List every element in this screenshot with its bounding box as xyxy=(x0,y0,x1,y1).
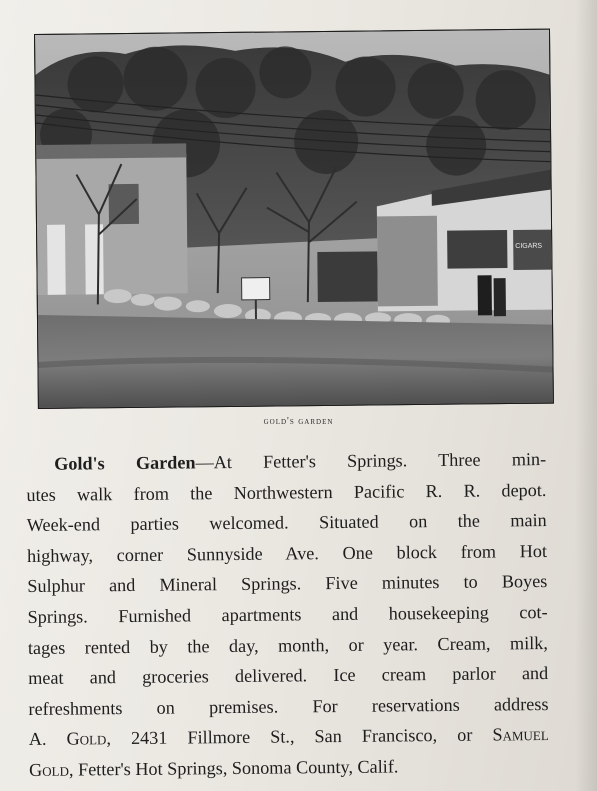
text-line-7: tages rented by the day, month, or year. Cream, milk, xyxy=(27,632,548,658)
text-line-10: A. Gold, 2431 Fillmore St., San Francisco, or Samuel xyxy=(28,724,549,750)
text-line-4: highway, corner Sunnyside Ave. One block from Hot xyxy=(26,540,548,566)
text-line-1: Gold's Garden—At Fetter's Springs. Three min- xyxy=(54,449,547,474)
photo-caption: gold's garden xyxy=(263,416,334,427)
text-line-5: Sulphur and Mineral Springs. Five minutes to Boyes xyxy=(27,571,548,597)
text-line-9: refreshments on premises. For reservations address xyxy=(28,693,549,719)
text-line-6: Springs. Furnished apartments and housekeeping cot- xyxy=(27,601,548,627)
text-line-11: Gold, Fetter's Hot Springs, Sonoma County, Calif. xyxy=(28,756,399,780)
cigars-sign: CIGARS xyxy=(515,242,543,250)
text-line-3: Week-end parties welcomed. Situated on the main xyxy=(26,510,547,536)
page-edge-shadow xyxy=(575,0,597,791)
description-paragraph xyxy=(26,444,549,786)
text-line-2: utes walk from the Northwestern Pacific R. R. depot. xyxy=(26,479,547,505)
photo-illustration xyxy=(35,30,553,408)
text-line-8: meat and groceries delivered. Ice cream parlor and xyxy=(28,663,549,689)
left-house xyxy=(36,143,188,295)
golds-garden-photograph xyxy=(34,29,554,409)
lead-title: Gold's Garden xyxy=(54,452,196,474)
small-signboard xyxy=(242,278,270,300)
